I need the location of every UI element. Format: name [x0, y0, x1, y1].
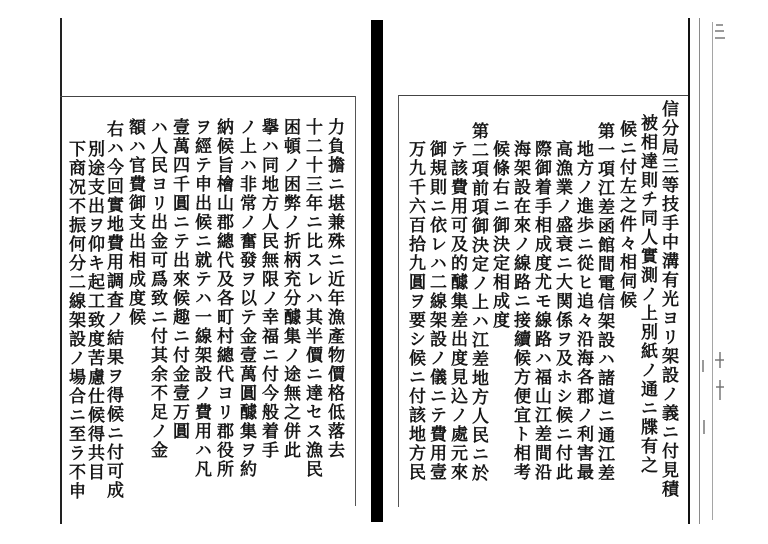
left-page-column: ヲ經テ申出候ニ就テハ一線架設ノ費用ハ凡: [191, 118, 211, 479]
right-page-column: 候ニ付左之件々相伺候: [616, 120, 636, 310]
left-page-column: 右ハ今回實地費用調査ノ結果ヲ得候ニ付可成: [103, 120, 123, 500]
right-page-fold-line: [712, 22, 713, 520]
right-page-column: 被相達則チ同人實測ノ上別紙ノ通ニ牒有之: [637, 114, 657, 475]
left-page-column: 困頓ノ困弊ノ折柄充分醵集ノ途無之併此: [280, 118, 300, 460]
right-page-column: 候條右ニ御決定相成度: [489, 140, 509, 330]
left-page-column: 額ハ官費御支出相成度候: [125, 118, 145, 327]
right-page-column: 地方ノ進歩ニ從ヒ追々沿海各郡ノ利害最: [573, 140, 593, 482]
right-page-column: 信分局三等技手中溝有光ヨリ架設ノ義ニ付見積: [658, 100, 678, 499]
marginal-ink-mark: [703, 420, 705, 434]
left-page-column: 擧ハ同地方人民無限ノ幸福ニ付今般着手: [258, 118, 278, 460]
right-page-inner-rule: [398, 95, 399, 507]
right-page-column: 第一項江差函館間電信架設ハ諸道ニ通江差: [594, 122, 614, 483]
left-page-column: 別途支出ヲ仰キ起工致度苦慮仕候得共目: [84, 140, 104, 482]
right-page-column: 海架設在來ノ線路ニ接續候方便宜ト相考: [510, 140, 530, 482]
left-page-column: ハ人民ヨリ出金可爲致ニ付其余不足ノ金: [147, 118, 167, 460]
left-page-edge: [60, 18, 62, 524]
binding-gutter: [371, 20, 383, 522]
right-page-top-rule: [398, 95, 690, 96]
right-page-column: 万九千六百拾九圓ヲ要シ候ニ付該地方民: [405, 140, 425, 482]
right-page-fold-line: [699, 18, 700, 524]
marginal-ink-mark: [716, 24, 723, 26]
marginal-ink-mark: [719, 380, 721, 400]
marginal-ink-mark: [702, 360, 704, 372]
left-page-column: ノ上ハ非常ノ奮發ヲ以テ金壹萬圓醵集ヲ約: [236, 118, 256, 479]
marginal-ink-mark: [715, 359, 724, 361]
right-page-column: 御規則ニ依レハ二線架設ノ儀ニテ費用壹: [426, 140, 446, 482]
marginal-ink-mark: [715, 30, 724, 32]
left-page-column: 納候旨檜山郡總代及各町村總代ヨリ郡役所: [213, 118, 233, 479]
left-page-column: 下商况不振何分二線架設ノ場合ニ至ラ不申: [65, 140, 85, 501]
left-page-inner-rule: [355, 96, 356, 506]
right-page-column: 第二項前項御決定ノ上ハ江差地方人民ニ於: [468, 122, 488, 483]
right-page-column: テ該費用可及的醵集差出度見込ノ處元來: [447, 140, 467, 482]
left-page-column: 十二十三年ニ比スレハ其半價ニ達セス漁民: [302, 118, 322, 479]
right-page-column: 際御着手相成度尤モ線路ハ福山江差間沿: [531, 140, 551, 482]
right-page-edge: [688, 18, 690, 524]
left-page-column: 壹萬四千圓ニテ出來候趣ニ付金壹万圓: [169, 118, 189, 441]
left-page-top-rule: [60, 96, 356, 97]
right-page-column: 高漁業ノ盛衰ニ大関係ヲ及ホシ候ニ付此: [552, 140, 572, 482]
left-page-column: 力負擔ニ堪兼殊ニ近年漁產物價格低落去: [324, 118, 344, 460]
marginal-ink-mark: [715, 37, 725, 39]
